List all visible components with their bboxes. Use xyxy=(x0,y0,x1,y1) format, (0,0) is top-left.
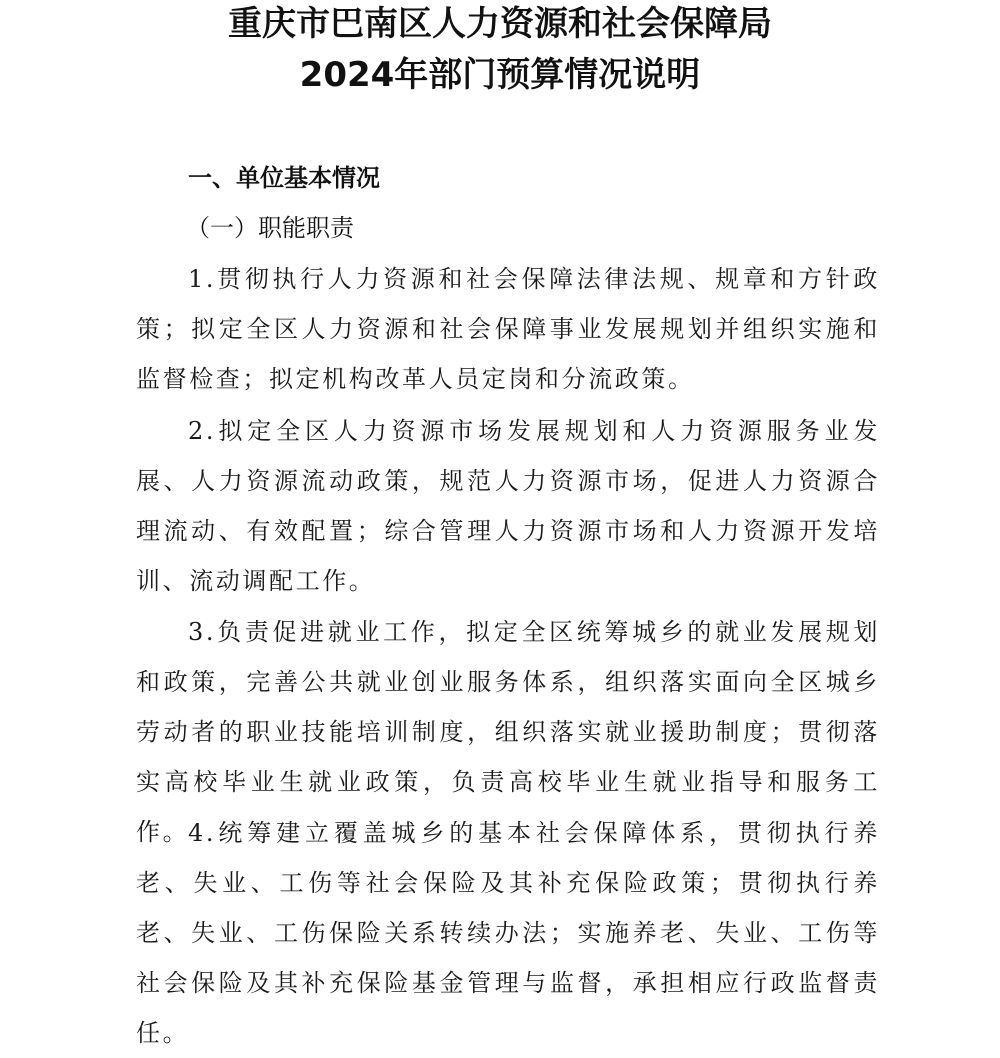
paragraph-2: 2.拟定全区人力资源市场发展规划和人力资源服务业发展、人力资源流动政策，规范人力资源市场，促进人力资源合理流动、有效配置；综合管理人力资源市场和人力资源开发培训、流动调配工作。 xyxy=(136,417,880,595)
section-heading: 一、单位基本情况 xyxy=(188,164,380,192)
document-title-line-1: 重庆市巴南区人力资源和社会保障局 xyxy=(228,4,772,44)
subsection-heading: （一）职能职责 xyxy=(186,214,354,242)
paragraph-3: 3.负责促进就业工作，拟定全区统筹城乡的就业发展规划和政策，完善公共就业创业服务体系，组织落实面向全区城乡劳动者的职业技能培训制度，组织落实就业援助制度；贯彻落实高校毕业生就业政策，负责高校毕业生就业指导和服务工作。 xyxy=(136,618,880,846)
paragraph-1: 1.贯彻执行人力资源和社会保障法律法规、规章和方针政策；拟定全区人力资源和社会保障事业发展规划并组织实施和监督检查；拟定机构改革人员定岗和分流政策。 xyxy=(136,265,880,393)
paragraph-4: 4.统筹建立覆盖城乡的基本社会保障体系，贯彻执行养老、失业、工伤等社会保险及其补充保险政策；贯彻执行养老、失业、工伤保险关系转续办法；实施养老、失业、工伤等社会保险及其补充保险基金管理与监督，承担相应行政监督责任。 xyxy=(136,819,880,1047)
document-title-line-2: 2024年部门预算情况说明 xyxy=(299,55,701,95)
